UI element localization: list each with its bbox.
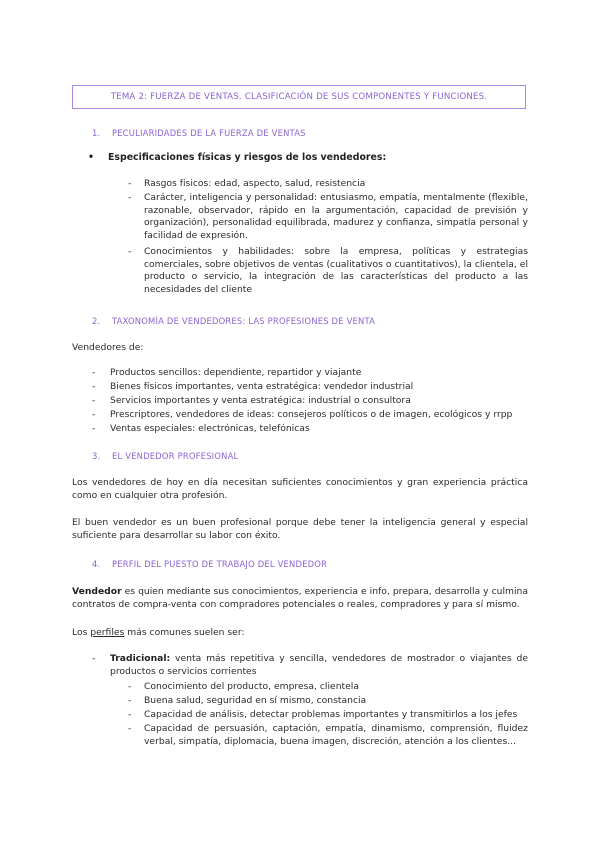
section-4-heading — [92, 559, 327, 569]
vendedor-definition — [72, 585, 528, 612]
section-1-number: 1. — [92, 128, 101, 138]
dash-icon: - — [128, 723, 132, 734]
section-1-title: PECULIARIDADES DE LA FUERZA DE VENTAS — [112, 128, 306, 138]
document-page: TEMA 2: FUERZA DE VENTAS. CLASIFICACIÓN DE SUS COMPONENTES Y FUNCIONES. 1. PECULIARIDADES DE LA FUERZA DE VENTAS • Especificaciones físicas y riesgos de los vendedores: - Rasgos físicos: edad, aspecto, salud, resistencia - Carácter, inteligencia y personalidad: entusiasmo, empatía, mentalmente (flexible, razonable, observador, rápido en la argumentación, capacidad de previsión y organización), personalidad equilibrada, madurez y confianza, simpatía personal y facilidad de expresión. - Conocimientos y habilidades: sobre la empresa, políticas y estrategias comerciales, sobre objetivos de ventas (cualitativos o cuantitativos), la clientela, el producto o servicio, la integración de las características del producto a las necesidades del cliente 2. TAXONOMÍA DE VENDEDORES: LAS PROFESIONES DE VENTA Vendedores de: - Productos sencillos: dependiente, repartidor y viajante - Bienes físicos importantes, venta estratégica: vendedor industrial - Servicios importantes y venta estratégica: industrial o consultora - Prescriptores, vendedores de ideas: consejeros políticos o de imagen, ecológicos y rrpp - Ventas especiales: electrónicas, telefónicas 3. EL VENDEDOR PROFESIONAL Los vendedores de hoy en día necesitan suficientes conocimientos y gran experiencia práctica como en cualquier otra profesión. El buen vendedor es un buen profesional porque debe tener la inteligencia general y especial suficiente para desarrollar su labor con éxito. 4. PERFIL DEL PUESTO DE TRABAJO DEL VENDEDOR Vendedor es quien mediante sus conocimientos, experiencia e info, prepara, desarrolla y culmina contratos de compra-venta con compradores potenciales o reales, compradores y para sí mismo. Los perfiles más comunes suelen ser: - Tradicional: venta más repetitiva y sencilla, vendedores de mostrador o viajantes de productos o servicios corrientes - Conocimiento del producto, empresa, clientela - Buena salud, seguridad en sí mismo, constancia - Capacidad de análisis, detectar problemas importantes y transmitirlos a los jefes - Capacidad de persuasión, captación, empatía, dinamismo, comprensión, fluidez verbal, simpatía, diplomacia, buena imagen, discreción, atención a los clientes... — [0, 0, 600, 848]
list-item: - Capacidad de persuasión, captación, empatía, dinamismo, comprensión, fluidez verbal, simpatía, diplomacia, buena imagen, discreción, atención a los clientes... — [128, 723, 528, 747]
section-3-heading — [92, 451, 238, 461]
dash-icon: - — [92, 409, 96, 420]
dash-icon: - — [128, 681, 132, 692]
dash-icon: - — [128, 192, 132, 203]
profiles-intro: Los perfiles más comunes suelen ser: — [72, 627, 245, 638]
section-1-heading — [92, 128, 306, 138]
definition-term: Vendedor — [72, 586, 122, 597]
section-4-number: 4. — [92, 559, 101, 569]
dash-icon: - — [92, 423, 96, 434]
bullet-heading — [88, 152, 386, 163]
profile-traditional — [92, 653, 528, 681]
section-2-heading — [92, 316, 375, 326]
section-2-number: 2. — [92, 316, 101, 326]
section-3-number: 3. — [92, 451, 101, 461]
dash-icon: - — [128, 178, 132, 189]
section-2-title: TAXONOMÍA DE VENDEDORES: LAS PROFESIONES DE VENTA — [112, 316, 376, 326]
dash-icon: - — [128, 695, 132, 706]
dash-icon: - — [128, 709, 132, 720]
section-3-title: EL VENDEDOR PROFESIONAL — [112, 451, 239, 461]
list-item: - Carácter, inteligencia y personalidad: entusiasmo, empatía, mentalmente (flexible, razonable, observador, rápido en la argumentación, capacidad de previsión y organización), personalidad equilibrada, madurez y confianza, simpatía personal y facilidad de expresión. — [128, 192, 528, 241]
definition-text: es quien mediante sus conocimientos, experiencia e info, prepara, desarrolla y culmina contratos de compra-venta con compradores potenciales o reales, compradores y para sí mismo. — [72, 586, 528, 611]
dash-icon: - — [92, 395, 96, 406]
section-3-paragraph-1: Los vendedores de hoy en día necesitan suficientes conocimientos y gran experiencia práctica como en cualquier otra profesión. — [72, 477, 528, 502]
dash-icon: - — [92, 367, 96, 378]
dash-icon: - — [128, 246, 132, 257]
bullet-dot-icon: • — [88, 152, 94, 163]
section-4-title: PERFIL DEL PUESTO DE TRABAJO DEL VENDEDOR — [112, 559, 328, 569]
dash-icon: - — [92, 653, 96, 664]
section-2-intro: Vendedores de: — [72, 342, 144, 353]
profile-term: Tradicional: — [110, 653, 171, 664]
bullet-label: Especificaciones físicas y riesgos de los vendedores: — [108, 152, 387, 163]
page-title: TEMA 2: FUERZA DE VENTAS. CLASIFICACIÓN DE SUS COMPONENTES Y FUNCIONES. — [72, 85, 526, 109]
profiles-link[interactable]: perfiles — [90, 627, 125, 638]
list-item: - Conocimientos y habilidades: sobre la empresa, políticas y estrategias comerciales, sobre objetivos de ventas (cualitativos o cuantitativos), la clientela, el producto o servicio, la integración de las características del producto a las necesidades del cliente — [128, 246, 528, 295]
section-3-paragraph-2: El buen vendedor es un buen profesional porque debe tener la inteligencia general y especial suficiente para desarrollar su labor con éxito. — [72, 517, 528, 542]
dash-icon: - — [92, 381, 96, 392]
profile-description: venta más repetitiva y sencilla, vendedores de mostrador o viajantes de productos o servicios corrientes — [110, 653, 528, 677]
